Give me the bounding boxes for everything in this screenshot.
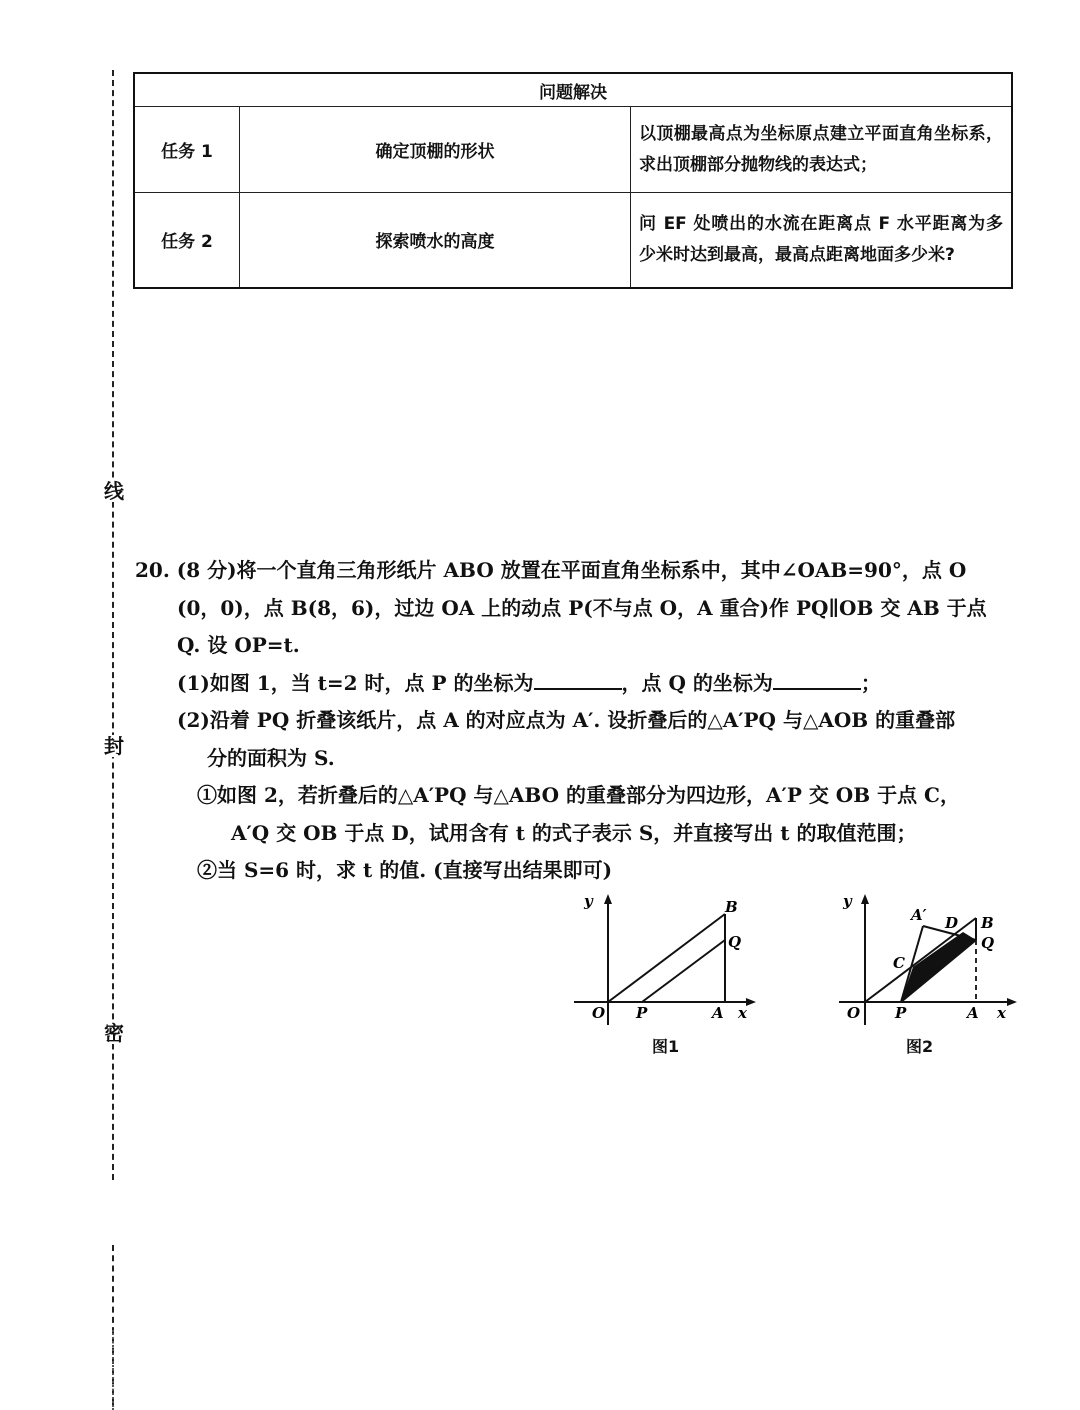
- question-1-text-b: ，点 Q 的坐标为: [621, 670, 773, 695]
- table-header: 问题解决: [134, 73, 1012, 107]
- question-2-1: ①如图 2，若折叠后的△A′PQ 与△ABO 的重叠部分为四边形，A′P 交 OB 于点 C，: [197, 783, 960, 807]
- problem-line: (0，0)，点 B(8，6)，过边 OA 上的动点 P(不与点 O，A 重合)作 PQ∥OB 交 AB 于点: [177, 595, 987, 620]
- task-table: [133, 72, 1013, 289]
- margin-char-seal2: 密: [104, 1021, 124, 1045]
- segment-ob: [865, 918, 976, 1002]
- figure-2: [835, 890, 1025, 1030]
- dashed-segment: [112, 70, 114, 1180]
- table-row: [134, 193, 1012, 288]
- dotted-segment: [112, 1330, 114, 1410]
- answer-blank-q[interactable]: [773, 668, 861, 690]
- question-1-text-c: ；: [860, 670, 881, 695]
- task-topic: 确定顶棚的形状: [240, 107, 631, 193]
- x-axis-arrow: [746, 998, 756, 1006]
- label-p: P: [636, 1004, 648, 1022]
- task-topic: 探索喷水的高度: [240, 193, 631, 288]
- question-1: [135, 665, 1015, 703]
- problem-line: 20. (8 分)将一个直角三角形纸片 ABO 放置在平面直角坐标系中，其中∠OAB=90°，点 O: [135, 558, 967, 582]
- x-axis-arrow: [1007, 998, 1017, 1006]
- label-p: P: [895, 1004, 907, 1022]
- label-b: B: [981, 914, 994, 932]
- y-axis-arrow: [604, 894, 612, 904]
- label-a: A: [967, 1004, 979, 1022]
- y-axis-arrow: [861, 894, 869, 904]
- task-detail: 以顶棚最高点为坐标原点建立平面直角坐标系，求出顶棚部分抛物线的表达式；: [631, 107, 1013, 193]
- label-x: x: [997, 1004, 1006, 1022]
- margin-char-seal: 封: [104, 734, 124, 758]
- figure-2-caption: 图2: [906, 1037, 934, 1056]
- segment-pq: [642, 940, 725, 1002]
- table-header-row: [134, 73, 1012, 107]
- problem-line: Q. 设 OP=t.: [177, 633, 300, 657]
- label-o: O: [847, 1004, 861, 1022]
- label-q: Q: [981, 934, 995, 952]
- question-2-1-cont: A′Q 交 OB 于点 D，试用含有 t 的式子表示 S，并直接写出 t 的取值范围；: [231, 820, 917, 845]
- segment-ob: [608, 914, 725, 1002]
- figure-1-caption: 图1: [652, 1037, 680, 1056]
- task-detail: 问 EF 处喷出的水流在距离点 F 水平距离为多少米时达到最高，最高点距离地面多少米?: [631, 193, 1013, 288]
- task-label: 任务 2: [134, 193, 240, 288]
- label-a-prime: A′: [911, 906, 927, 924]
- answer-blank-p[interactable]: [534, 668, 622, 690]
- label-y: y: [843, 892, 852, 910]
- label-c: C: [893, 954, 905, 972]
- label-b: B: [725, 898, 738, 916]
- label-a: A: [712, 1004, 724, 1022]
- question-2-2: ②当 S=6 时，求 t 的值. (直接写出结果即可): [197, 858, 613, 882]
- margin-char-line: 线: [104, 479, 124, 503]
- label-y: y: [584, 892, 593, 910]
- figure-1: [570, 890, 760, 1030]
- label-d: D: [945, 914, 959, 932]
- problem-20: [135, 552, 1015, 890]
- question-2: (2)沿着 PQ 折叠该纸片，点 A 的对应点为 A′. 设折叠后的△A′PQ 与△AOB 的重叠部: [177, 708, 956, 732]
- label-o: O: [592, 1004, 606, 1022]
- label-q: Q: [728, 933, 742, 951]
- label-x: x: [738, 1004, 747, 1022]
- question-1-text-a: (1)如图 1，当 t=2 时，点 P 的坐标为: [177, 670, 534, 695]
- table-row: [134, 107, 1012, 193]
- question-2-cont: 分的面积为 S.: [207, 745, 335, 770]
- task-label: 任务 1: [134, 107, 240, 193]
